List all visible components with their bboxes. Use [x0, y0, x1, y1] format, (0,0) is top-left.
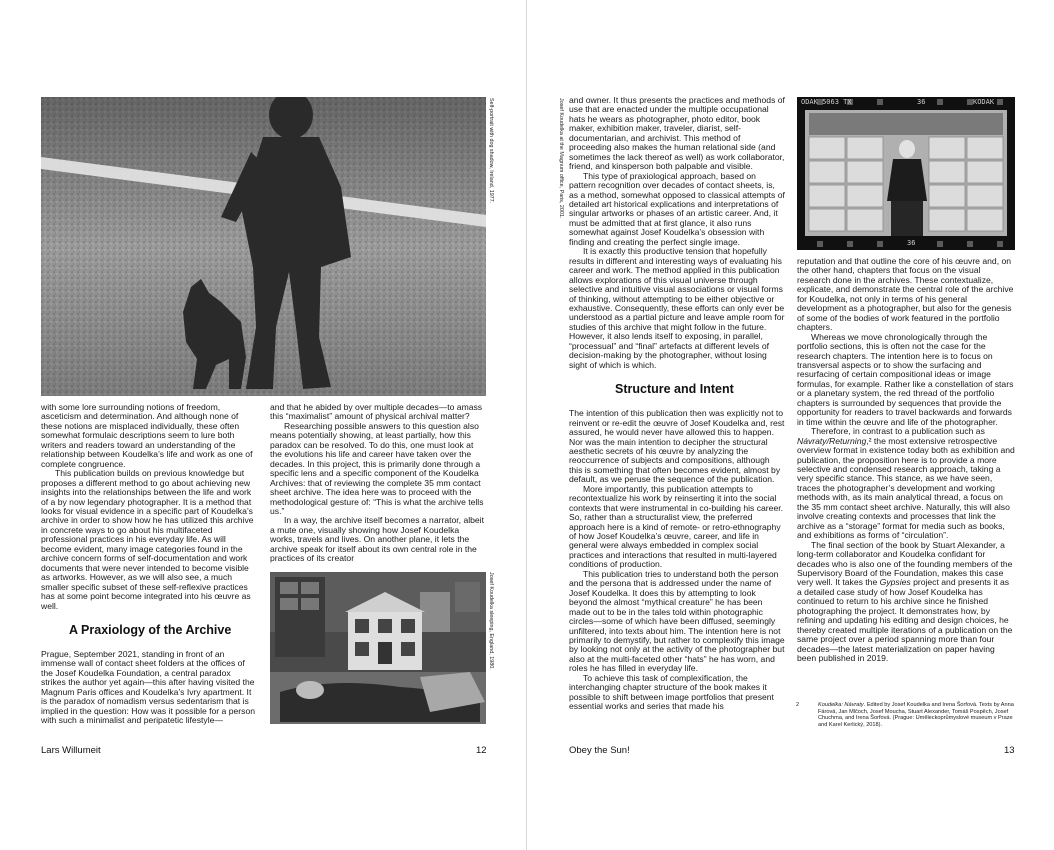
paragraph: In a way, the archive itself becomes a narrator, albeit a mute one, visually showing how Josef Koudelka works, travels and lives. On another plane, it lets the archive speak for itself about its own central role in the practices of its creator	[270, 515, 484, 564]
paragraph: Prague, September 2021, standing in front of an immense wall of contact sheet folders at the offices of the Josef Koudelka Foundation, a central paradox strikes the author yet again—this after having visited the Magnum Paris offices and Koudelka’s Ivry apartment. It is the paradox of nomadism versus sedentarism that is implied in the question: How was it possible for a person with such a minimalist and peripatetic lifestyle—	[41, 648, 256, 726]
paragraph: This publication builds on previous knowledge but proposes a different method to go about achieving new insights into the relationships between the life and work of a by now legendary photographer. It is a method that looks for visual evidence in a specific part of Koudelka’s archive in order to show how he has utilized this archive in concrete ways to go about his multifaceted professional practices in his everyday life. As will become evident, many image categories found in the archive concern forms of self-documentation and work documents that were never intended to become visible as artworks. However, as we will also see, a much smaller specific subset of these self-reflexive practices has at some point become integrated into his œuvre as well.	[41, 468, 254, 611]
right-column-2	[797, 257, 1015, 663]
film-frame-number: 36	[917, 98, 926, 106]
text-run: Therefore, in contrast to a publication such as	[811, 426, 985, 437]
paragraph	[797, 427, 1015, 540]
footnote-number: 2	[796, 702, 800, 708]
photo-contact-frame	[797, 97, 1015, 250]
paragraph: Researching possible answers to this question also means potentially showing, at least partially, how this paradox can be resolved. To do this, one must look at the evolutions his life and career have taken over the decades. In this project, this is primarily done through a specific lens and a specific component of the Koudelka Archives: that of reviewing the complete 35 mm contact sheet archive. The idea here was to proceed with the methodological gesture of: “This is what the archive tells us.”	[270, 420, 484, 516]
footer-book-title: Obey the Sun!	[569, 745, 630, 756]
paragraph: reputation and that outline the core of his œuvre and, on the other hand, chapters that focus on the visual research done in the archives. These contextualize, explicate, and demonstrate the central role of the archive for Koudelka, not only in terms of his general development as a photographer, but also for the genesis of some of the bodies of work featured in the portfolio chapters.	[797, 256, 1014, 333]
text-run: ,² the most extensive retrospective overview format in existence today both as exhibition and publication, the proposition here is to provide a more selective and condensed research approach, taking a very specific stance. This stance, as we have seen, traces the photographer’s development and working methods with, as its main analytical thread, a focus on the 35 mm contact sheet archive. Naturally, this will also involve creating contexts and processes that link the archive as a “storage” format for media such as books, and exhibitions as forms of “circulation”.	[797, 435, 1015, 541]
photo-dog-shadow	[41, 97, 486, 396]
text-run: project and presents it as a detailed case study of how Josef Koudelka has continued to return to his archive since he finished photographing the project. It demonstrates how, by refining and updating his editing and design choices, he thereby created multiple iterations of a publication on the same project over a period spanning more than four decades—the latest materialization on paper having been published in 2019.	[797, 577, 1013, 664]
section-heading-structure: Structure and Intent	[615, 382, 734, 397]
photo-caption-magnum-office: Josef Koudelka at the Magnum office, Paris, 2001.	[558, 98, 564, 219]
italic-title: Gypsies	[879, 577, 911, 588]
film-frame-number-bottom: 36	[907, 239, 916, 247]
book-spine	[526, 0, 527, 850]
paragraph: and that he abided by over multiple decades—to amass this “maximalist” amount of physical archival matter?	[270, 402, 483, 422]
paragraph	[797, 541, 1015, 664]
page-number-left: 12	[476, 745, 487, 756]
photo-koudelka-sleeping	[270, 572, 486, 724]
italic-title: Návraty/Returning	[797, 435, 867, 446]
paragraph: Whereas we move chronologically through the portfolio sections, this is often not the case for the research chapters. The intention here is to focus on transversal aspects or to show the surfacing and resurfacing of certain compositional ideas or image formulas, for example. Rather like a constellation of stars or a planetary system, the red thread of the portfolio chapters is surrounded by sequences that provide the opportunity for readers to travel backwards and forwards in time within the œuvre and life of the photographer.	[797, 331, 1014, 427]
footnote	[796, 702, 1014, 728]
footer-author: Lars Willumeit	[41, 745, 101, 756]
paragraph: The intention of this publication then was explicitly not to reinvent or re-edit the œuvre of Josef Koudelka and, rest assured, he would never have allowed this to happen. Nor was the main intention to decipher the structural aesthetic secrets of his œuvre by analyzing the reoccurrence of subjects and compositions, although this is something that often becomes evident, almost by default, as we peruse the sequence of the publication.	[569, 408, 785, 485]
footnote-text: . Edited by Josef Koudelka and Irena Šorfová. Texts by Anna Fárová, Jan Mlčoch, Josef Moucha, Stuart Alexander, Tomáš Pospěch, Josef Chuchma, and Irena Šorfová. (Prague: Uměleckoprůmyslové museum v Praze and Karel Kerlický, 2018).	[818, 702, 1014, 728]
paragraph: It is exactly this productive tension that hopefully results in different and interesting ways of evaluating his career and work. The method applied in this publication allows explorations of this visual universe through selective and intuitive visual associations or visual forms of thinking, without attempting to be either objective or exhaustive. Consequently, these efforts can only ever be understood as a partial picture and leave ample room for studies of this archive that might follow in the future. However, it also lends itself to exposing, in parallel, “processual” and “final” artefacts at different levels of decision-making by the photographer, without losing sight of which is which.	[569, 246, 785, 370]
film-brand-label: KODAK	[973, 98, 995, 106]
footnote-title: Koudelka: Návraty	[818, 702, 864, 708]
paragraph: More importantly, this publication attempts to recontextualize his work by reinserting it into the social contexts that were instrumental in co-building his career. So, rather than a structuralist view, the preferred approach here is a kind of remote- or retro-ethnography of how Josef Koudelka’s œuvre, career, and life in general were always embedded in complex social practices and interactions that resulted in multi-layered conditions of production.	[569, 483, 783, 570]
paragraph: and owner. It thus presents the practices and methods of use that are enacted under the multiple occupational hats he wears as photographer, photo editor, book maker, exhibition maker, traveler, diarist, self-documentarian, and archivist. This method of proceeding also makes the human relational side (and sometimes the lack thereof as well) as work collaborator, friend, and kinsperson both palpable and visible.	[569, 95, 785, 172]
page-number-right: 13	[1004, 745, 1015, 756]
photo-caption-koudelka-sleeping: Josef Koudelka sleeping, England, 1980.	[488, 572, 494, 670]
left-column-1	[41, 403, 257, 726]
text-run: The final section of the book by Stuart Alexander, a long-term collaborator and Koudelka confidant for decades who is also one of the founding members of the Supervisory Board of the Foundation, makes this case very well. It takes the	[797, 539, 1013, 588]
paragraph: This type of praxiological approach, based on pattern recognition over decades of contact sheets, is, as a method, somewhat opposed to classical attempts of detailed art historical explications and interpretations of singular artworks or phases of an artistic career. And, it must be admitted that at first glance, it also runs somewhat against Josef Koudelka’s obsession with finding and creating the perfect single image.	[569, 170, 785, 247]
paragraph: with some lore surrounding notions of freedom, asceticism and determination. And although none of these notions are misplaced individually, these often somewhat formulaic descriptions seem to lure both writers and readers toward an understanding of the relationship between Koudelka’s life and work as one of complete congruence.	[41, 402, 253, 469]
paragraph: To achieve this task of complexification, the interchanging chapter structure of the book makes it possible to shift between image portfolios that present essential works and series that made his	[569, 672, 774, 712]
film-edge-label: ODAK 5063 TX	[801, 98, 852, 106]
left-column-2	[270, 403, 486, 564]
photo-caption-dog-shadow: Self-portrait with dog shadow, Ireland, 1977.	[488, 98, 494, 204]
paragraph: This publication tries to understand both the person and the persona that is addressed under the name of Josef Koudelka. It does this by attempting to look beyond the almost “mythical creature” he has been made out to be in the tales told within photographic circles—some of which have been diffused, seemingly unfiltered, into texts about him. The intention here is not primarily to demystify, but rather to complexify this image by looking not only at the activity of the photographer but also at the multi-faceted other “hats” he has worn, and roles he has filled in everyday life.	[569, 568, 785, 674]
section-heading-praxiology: A Praxiology of the Archive	[69, 622, 232, 637]
right-column-1	[569, 96, 785, 712]
